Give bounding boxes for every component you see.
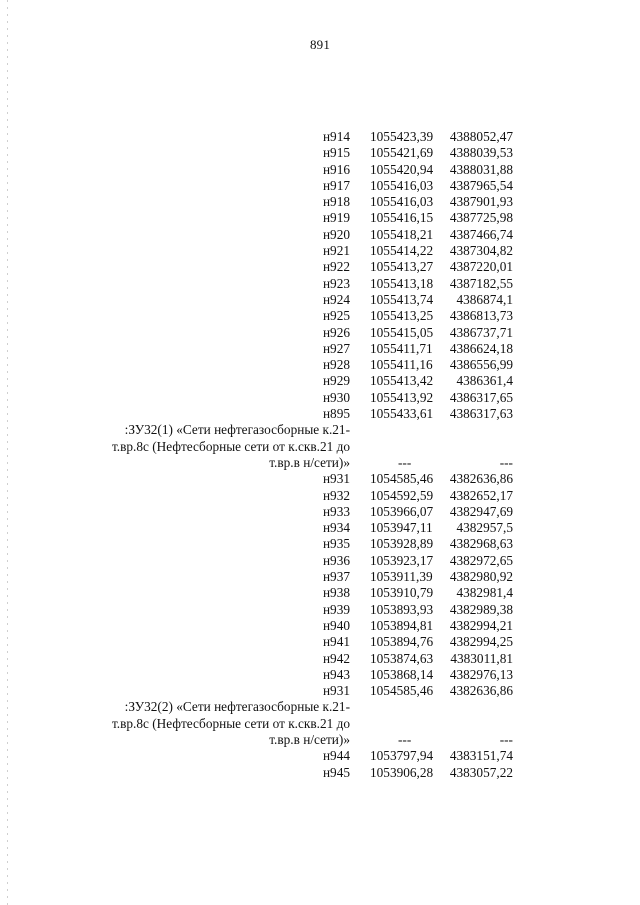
coordinate-x: 1055416,03	[370, 194, 434, 210]
point-label: н926	[322, 324, 350, 340]
table-row	[80, 341, 520, 357]
coordinate-x: 1055421,69	[370, 145, 434, 161]
table-row	[80, 276, 520, 292]
point-label: н933	[322, 503, 350, 519]
table-row	[80, 357, 520, 373]
coordinate-y: 4382994,21	[449, 617, 513, 633]
point-label: н916	[322, 161, 350, 177]
coordinate-x: 1055414,22	[370, 243, 434, 259]
table-row	[80, 634, 520, 650]
table-row	[80, 585, 520, 601]
table-row	[80, 325, 520, 341]
section-dash-y: ---	[499, 731, 513, 747]
coordinate-x: 1055413,27	[370, 259, 434, 275]
coordinate-x: 1054592,59	[370, 487, 434, 503]
coordinate-x: 1054585,46	[370, 683, 434, 699]
coordinate-x: 1053797,94	[370, 748, 434, 764]
coordinate-x: 1055433,61	[370, 406, 434, 422]
coordinate-x: 1055413,92	[370, 389, 434, 405]
coordinate-y: 4386556,99	[449, 357, 513, 373]
coordinate-x: 1055416,03	[370, 177, 434, 193]
coordinate-y: 4382652,17	[449, 487, 513, 503]
table-row	[80, 618, 520, 634]
section-header-zu32-2	[80, 699, 520, 748]
coordinate-y: 4388052,47	[449, 129, 513, 144]
coordinate-x: 1055415,05	[370, 324, 434, 340]
coordinate-x: 1055413,74	[370, 291, 434, 307]
table-row	[80, 210, 520, 226]
table-row	[80, 748, 520, 764]
point-label: н944	[322, 748, 350, 764]
point-label: н930	[322, 389, 350, 405]
point-label: н914	[322, 129, 350, 144]
point-label: н929	[322, 373, 350, 389]
left-margin-dotted-line	[7, 0, 8, 905]
point-label: н945	[322, 764, 350, 780]
point-label: н919	[322, 210, 350, 226]
point-label: н942	[322, 650, 350, 666]
table-row	[80, 683, 520, 699]
coordinate-y: 4387182,55	[449, 275, 513, 291]
coordinates-table	[80, 129, 520, 781]
coordinate-y: 4387304,82	[449, 243, 513, 259]
coordinate-y: 4386361,4	[456, 373, 513, 389]
table-row	[80, 308, 520, 324]
point-label: н923	[322, 275, 350, 291]
point-label: н940	[322, 617, 350, 633]
table-row	[80, 569, 520, 585]
coordinate-y: 4387220,01	[449, 259, 513, 275]
coordinate-x: 1053928,89	[370, 536, 434, 552]
table-row	[80, 504, 520, 520]
coordinate-y: 4386317,63	[449, 406, 513, 422]
coordinate-x: 1053947,11	[370, 520, 433, 536]
point-label: н931	[322, 471, 350, 487]
coordinate-y: 4382947,69	[449, 503, 513, 519]
section-dash-x: ---	[398, 731, 412, 747]
section-title: :ЗУ32(1) «Сети нефтегазосборные к.21- т.вр.8с (Нефтесборные сети от к.скв.21 до т.вр.в н/сети)»	[111, 422, 350, 470]
table-row	[80, 162, 520, 178]
table-row	[80, 227, 520, 243]
coordinates-group-2	[80, 471, 520, 699]
coordinate-y: 4382980,92	[449, 569, 513, 585]
table-row	[80, 651, 520, 667]
coordinate-y: 4387466,74	[449, 226, 513, 242]
coordinate-x: 1053893,93	[370, 601, 434, 617]
point-label: н917	[322, 177, 350, 193]
table-row	[80, 471, 520, 487]
coordinate-x: 1055413,25	[370, 308, 434, 324]
table-row	[80, 194, 520, 210]
coordinate-x: 1053910,79	[370, 585, 434, 601]
point-label: н927	[322, 340, 350, 356]
point-label: н934	[322, 520, 350, 536]
table-row	[80, 390, 520, 406]
coordinate-y: 4386874,1	[456, 291, 513, 307]
point-label: н935	[322, 536, 350, 552]
table-row	[80, 259, 520, 275]
point-label: н925	[322, 308, 350, 324]
coordinate-y: 4383151,74	[449, 748, 513, 764]
coordinate-y: 4388039,53	[449, 145, 513, 161]
point-label: н937	[322, 569, 350, 585]
coordinate-x: 1055416,15	[370, 210, 434, 226]
table-row	[80, 602, 520, 618]
table-row	[80, 536, 520, 552]
page-number: 891	[309, 37, 331, 52]
point-label: н915	[322, 145, 350, 161]
point-label: н924	[322, 291, 350, 307]
coordinate-y: 4382981,4	[456, 585, 513, 601]
coordinate-y: 4387901,93	[449, 194, 513, 210]
point-label: н921	[322, 243, 350, 259]
table-row	[80, 243, 520, 259]
coordinate-x: 1053966,07	[370, 503, 434, 519]
point-label: н941	[322, 634, 350, 650]
table-row	[80, 178, 520, 194]
table-row	[80, 373, 520, 389]
coordinate-y: 4387725,98	[449, 210, 513, 226]
point-label: н928	[322, 357, 350, 373]
coordinate-y: 4386317,65	[449, 389, 513, 405]
table-row	[80, 406, 520, 422]
coordinate-x: 1055420,94	[370, 161, 434, 177]
point-label: н936	[322, 552, 350, 568]
section-dash-x: ---	[398, 454, 412, 470]
coordinate-y: 4383011,81	[450, 650, 513, 666]
coordinate-y: 4382972,65	[449, 552, 513, 568]
coordinates-group-3	[80, 748, 520, 781]
coordinate-y: 4383057,22	[449, 764, 513, 780]
coordinate-x: 1053894,81	[370, 617, 434, 633]
table-row	[80, 145, 520, 161]
coordinate-y: 4386624,18	[449, 340, 513, 356]
coordinate-y: 4382989,38	[449, 601, 513, 617]
table-row	[80, 553, 520, 569]
coordinates-group-1	[80, 129, 520, 422]
coordinate-x: 1055413,42	[370, 373, 434, 389]
table-row	[80, 765, 520, 781]
coordinate-x: 1055413,18	[370, 275, 434, 291]
point-label: н938	[322, 585, 350, 601]
point-label: н895	[322, 406, 350, 422]
coordinate-y: 4382636,86	[449, 471, 513, 487]
coordinate-x: 1053923,17	[370, 552, 434, 568]
table-row	[80, 667, 520, 683]
coordinate-x: 1054585,46	[370, 471, 434, 487]
coordinate-y: 4382968,63	[449, 536, 513, 552]
point-label: н932	[322, 487, 350, 503]
coordinate-x: 1053906,28	[370, 764, 434, 780]
coordinate-x: 1053894,76	[370, 634, 434, 650]
section-title: :ЗУ32(2) «Сети нефтегазосборные к.21- т.вр.8с (Нефтесборные сети от к.скв.21 до т.вр.в н/сети)»	[111, 699, 350, 747]
point-label: н920	[322, 226, 350, 242]
point-label: н943	[322, 666, 350, 682]
coordinate-y: 4386813,73	[449, 308, 513, 324]
point-label: н939	[322, 601, 350, 617]
coordinate-x: 1055423,39	[370, 129, 434, 144]
table-row	[80, 292, 520, 308]
coordinate-y: 4382976,13	[449, 666, 513, 682]
point-label: н922	[322, 259, 350, 275]
point-label: н931	[322, 683, 350, 699]
coordinate-y: 4382636,86	[449, 683, 513, 699]
coordinate-y: 4386737,71	[449, 324, 513, 340]
section-header-zu32-1	[80, 422, 520, 471]
section-dash-y: ---	[499, 454, 513, 470]
coordinate-y: 4382994,25	[449, 634, 513, 650]
coordinate-x: 1053874,63	[370, 650, 434, 666]
coordinate-x: 1055418,21	[370, 226, 434, 242]
point-label: н918	[322, 194, 350, 210]
coordinate-x: 1055411,16	[370, 357, 433, 373]
coordinate-y: 4388031,88	[449, 161, 513, 177]
table-row	[80, 129, 520, 145]
coordinate-x: 1053868,14	[370, 666, 434, 682]
coordinate-x: 1055411,71	[370, 340, 433, 356]
coordinate-x: 1053911,39	[370, 569, 433, 585]
coordinate-y: 4382957,5	[456, 520, 513, 536]
table-row	[80, 488, 520, 504]
coordinate-y: 4387965,54	[449, 177, 513, 193]
table-row	[80, 520, 520, 536]
